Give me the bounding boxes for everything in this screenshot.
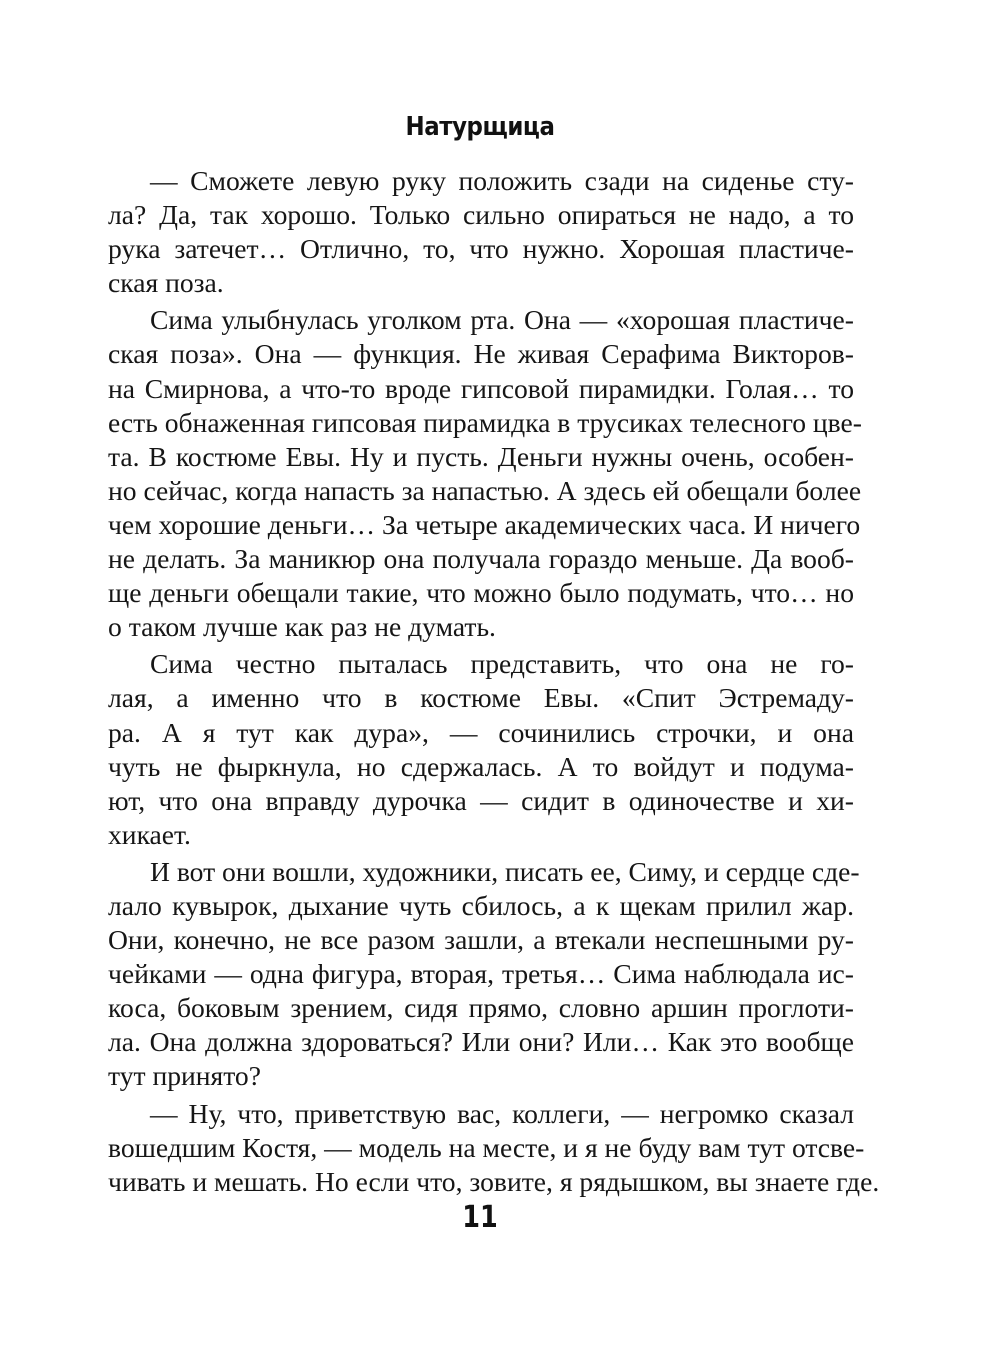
paragraph [108,647,854,852]
text-line: на Смирнова, а что-то вроде гипсовой пирамидки. Голая… то [108,372,854,404]
text-line: чуть не фыркнула, но сдержалась. А то войдут и подума- [108,750,854,782]
text-line: ют, что она вправду дурочка — сидит в одиночестве и хи- [108,784,854,816]
text-line: тут принято? [108,1060,261,1092]
text-line: ла. Она должна здороваться? Или они? Или… Как это вообще [108,1026,854,1058]
text-line: лая, а именно что в костюме Евы. «Спит Эстремаду- [108,682,854,714]
text-line: чем хорошие деньги… За четыре академических часа. И ничего [108,508,861,540]
text-line: ская поза. [108,267,224,299]
text-line: — Ну, что, приветствую вас, коллеги, — негромко сказал [150,1097,854,1129]
paragraph [108,303,862,644]
text-line: коса, боковым зрением, сидя прямо, словно аршин проглоти- [108,992,854,1024]
body-text [108,164,880,1199]
chapter-title: Натурщица [405,112,555,142]
text-line: лало кувырок, дыхание чуть сбилось, а к щекам прилил жар. [108,889,854,921]
page-number: 11 [462,1200,498,1235]
paragraph [108,855,860,1094]
text-line: та. В костюме Евы. Ну и пусть. Деньги нужны очень, особен- [108,440,854,472]
paragraph [108,164,854,300]
text-line: Сима честно пыталась представить, что она не го- [150,648,854,680]
text-line: рука затечет… Отлично, то, что нужно. Хорошая пластиче- [108,233,854,265]
text-line: не делать. За маникюр она получала гораздо меньше. Да вооб- [108,543,854,575]
text-line: ла? Да, так хорошо. Только сильно опираться не надо, а то [108,199,854,231]
text-line: чивать и мешать. Но если что, зовите, я рядышком, вы знаете где. [108,1165,880,1197]
text-line: ра. А я тут как дура», — сочинились строчки, и она [108,716,854,748]
text-line: Они, конечно, не все разом зашли, а втекали неспешными ру- [108,924,854,956]
text-line: — Сможете левую руку положить сзади на сиденье сту- [150,165,854,196]
text-line: есть обнаженная гипсовая пирамидка в трусиках телесного цве- [108,406,862,438]
paragraph [108,1097,880,1199]
text-line: но сейчас, когда напасть за напастью. А здесь ей обещали более [108,474,862,506]
text-line: о таком лучше как раз не думать. [108,611,496,643]
text-line: ще деньги обещали такие, что можно было подумать, что… но [108,577,854,609]
text-line: Сима улыбнулась уголком рта. Она — «хорошая пластиче- [150,304,854,336]
text-line: чейками — одна фигура, вторая, третья… Сима наблюдала ис- [108,958,854,990]
text-line: хикает. [108,818,191,850]
text-line: И вот они вошли, художники, писать ее, Симу, и сердце сде- [150,855,860,887]
text-line: вошедшим Костя, — модель на месте, и я не буду вам тут отсве- [108,1131,865,1163]
text-line: ская поза». Она — функция. Не живая Серафима Викторов- [108,338,854,370]
